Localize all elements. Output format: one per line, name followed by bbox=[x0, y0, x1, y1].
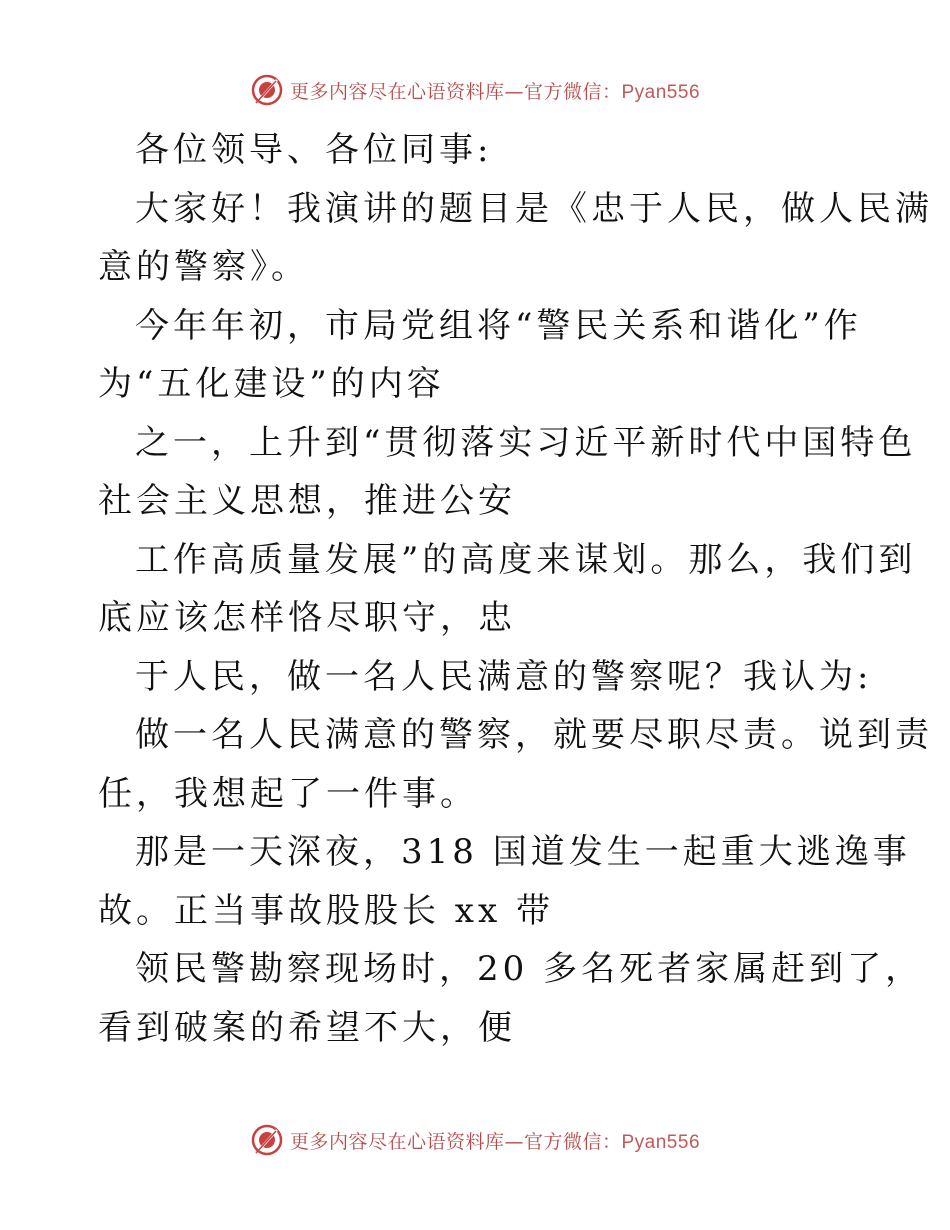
footer-watermark bbox=[0, 1120, 950, 1160]
watermark-separator: — bbox=[504, 1130, 524, 1153]
quill-logo-icon bbox=[250, 1123, 284, 1157]
paragraph-line: 那是一天深夜，318 国道发生一起重大逃逸事 bbox=[135, 832, 911, 872]
paragraph-line: 意的警察》。 bbox=[98, 247, 309, 287]
watermark-label: 官方微信： bbox=[523, 1130, 622, 1153]
watermark-separator: — bbox=[504, 80, 524, 103]
watermark-site: 更多内容尽在心语资料库 bbox=[289, 80, 505, 103]
paragraph-line: 领民警勘察现场时，20 多名死者家属赶到了， bbox=[135, 949, 924, 989]
paragraph-line: 任，我想起了一件事。 bbox=[98, 773, 478, 814]
watermark-label: 官方微信： bbox=[523, 80, 622, 103]
watermark-site: 更多内容尽在心语资料库 bbox=[289, 1130, 505, 1153]
document-body bbox=[98, 121, 933, 1057]
paragraph-line: 各位领导、各位同事: bbox=[135, 130, 493, 170]
watermark-handle: Pyan556 bbox=[621, 1131, 701, 1153]
paragraph-line: 底应该怎样恪尽职守，忠 bbox=[98, 598, 516, 638]
paragraph-line: 大家好！我演讲的题目是《忠于人民，做人民满 bbox=[135, 188, 933, 229]
paragraph-line: 做一名人民满意的警察，就要尽职尽责。说到责 bbox=[135, 715, 933, 755]
paragraph-line: 今年年初，市局党组将“警民关系和谐化”作 bbox=[135, 305, 862, 346]
watermark-text bbox=[290, 1127, 700, 1154]
paragraph-line: 工作高质量发展”的高度来谋划。那么，我们到 bbox=[135, 539, 917, 580]
header-watermark bbox=[0, 70, 950, 110]
watermark-text bbox=[290, 77, 700, 104]
paragraph-line: 为“五化建设”的内容 bbox=[98, 364, 445, 404]
paragraph-line: 之一，上升到“贯彻落实习近平新时代中国特色 bbox=[135, 422, 917, 463]
paragraph-line: 故。正当事故股股长 xx 带 bbox=[98, 890, 554, 931]
watermark-handle: Pyan556 bbox=[621, 81, 701, 103]
paragraph-line: 看到破案的希望不大，便 bbox=[98, 1007, 516, 1048]
paragraph-line: 于人民，做一名人民满意的警察呢？我认为: bbox=[135, 656, 873, 697]
paragraph-line: 社会主义思想，推进公安 bbox=[98, 481, 516, 521]
quill-logo-icon bbox=[250, 73, 284, 107]
